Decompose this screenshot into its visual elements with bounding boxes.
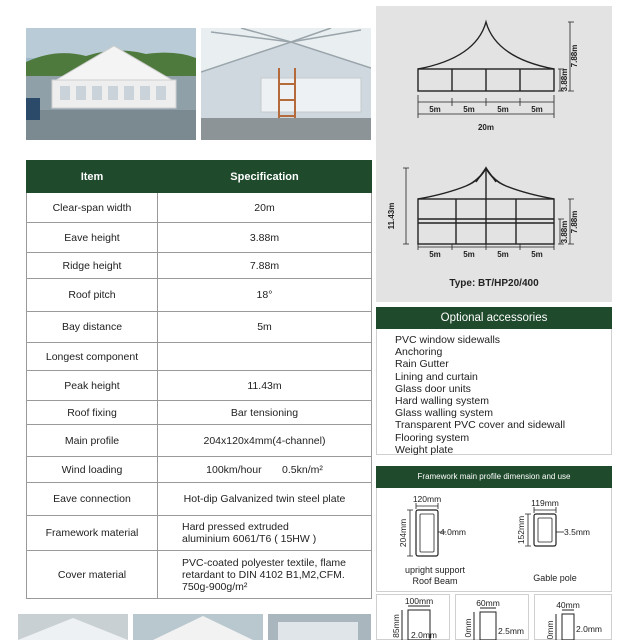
list-item: Hard walling system [395,395,489,408]
bottom-bay-3: 5m [497,250,509,259]
top-bay-4: 5m [531,105,543,114]
spec-line: retardant to DIN 4102 B1,M2,CFM. [182,568,345,581]
table-row [27,223,372,253]
list-item: Lining and curtain [395,370,478,383]
spec-cell: 11.43m [158,371,372,401]
table-row [27,551,372,599]
mini-3-thickness: 2.0mm [576,624,602,634]
gable-thickness: 3.5mm [564,527,590,537]
mini-3-height: 0mm [545,620,555,640]
top-bay-2: 5m [463,105,475,114]
tent-elevation-diagram [376,6,612,302]
tent-exterior-photo [26,28,196,140]
bottom-eave-height: 3.88m [560,220,569,244]
caption-line: Gable pole [533,573,577,583]
bottom-bay-1: 5m [429,250,441,259]
list-item: Transparent PVC cover and sidewall [395,419,566,432]
spec-cell: 100km/hour 0.5kn/m² [158,457,372,483]
mini-1-thickness: 2.0mm [411,630,437,640]
list-item: Rain Gutter [395,358,449,371]
spec-cell [158,343,372,371]
tent-type-label: Type: BT/HP20/400 [449,278,539,289]
tent-photo-bottom-1 [18,614,128,640]
beam-height: 204mm [398,518,408,548]
tent-photo-bottom-2 [133,614,263,640]
table-row [27,483,372,516]
item-cell: Longest component [27,343,158,371]
mini-3-width: 40mm [556,600,580,610]
specification-column-header: Specification [158,161,372,193]
item-cell: Main profile [27,425,158,457]
top-bay-1: 5m [429,105,441,114]
item-cell: Framework material [27,516,158,551]
accessories-list [395,334,612,456]
spec-cell: 3.88m [158,223,372,253]
mini-1-height: 85mm [391,614,401,638]
gable-width: 119mm [531,498,559,508]
beam-thickness: 4.0mm [440,527,466,537]
spec-line: 750g-900g/m² [182,580,248,593]
optional-accessories-header: Optional accessories [376,307,612,329]
top-ridge-height: 7.88m [570,44,579,68]
specification-table [26,160,372,599]
top-bay-3: 5m [497,105,509,114]
gable-height: 152mm [516,515,526,545]
spec-cell: 20m [158,193,372,223]
spec-cell: 204x120x4mm(4-channel) [158,425,372,457]
mini-profile-drawings [376,594,612,640]
table-row [27,343,372,371]
table-row [27,279,372,312]
spec-cell: 7.88m [158,253,372,279]
gable-pole-caption [500,573,610,584]
item-cell: Eave height [27,223,158,253]
list-item: Glass walling system [395,407,494,420]
spec-cell: 5m [158,312,372,343]
item-cell: Roof fixing [27,401,158,425]
top-total-width: 20m [477,123,495,132]
table-row [27,193,372,223]
item-cell: Wind loading [27,457,158,483]
beam-width: 120mm [412,494,442,504]
list-item: PVC window sidewalls [395,334,501,346]
list-item: Flooring system [395,431,470,444]
spec-line: Hard pressed extruded [182,521,289,533]
spec-cell [158,516,372,551]
caption-line: upright support [404,565,466,575]
mini-1-width: 100mm [404,596,434,606]
bottom-bay-4: 5m [531,250,543,259]
bottom-ridge-height: 7.88m [570,210,579,234]
roof-beam-caption [380,565,490,587]
spec-cell: Hot-dip Galvanized twin steel plate [158,483,372,516]
table-row [27,425,372,457]
spec-line: aluminium 6061/T6 ( 15HW ) [182,533,317,545]
spec-cell: 18° [158,279,372,312]
spec-cell [158,551,372,599]
item-cell: Bay distance [27,312,158,343]
table-row [27,253,372,279]
table-row [27,371,372,401]
table-row [27,457,372,483]
tent-interior-photo [201,28,371,140]
item-cell: Clear-span width [27,193,158,223]
framework-profile-header: Framework main profile dimension and use [376,466,612,488]
item-cell: Ridge height [27,253,158,279]
mini-2-width: 60mm [476,598,500,608]
bottom-bay-2: 5m [463,250,475,259]
caption-line: Roof Beam [412,576,458,586]
table-row [27,312,372,343]
tent-photo-bottom-3 [268,614,371,640]
item-cell: Cover material [27,551,158,599]
list-item: Anchoring [395,346,443,359]
spec-cell: Bar tensioning [158,401,372,425]
mini-2-height: 0mm [463,618,473,638]
item-cell: Roof pitch [27,279,158,312]
item-cell: Peak height [27,371,158,401]
gable-pole-profile [525,507,564,546]
spec-line: PVC-coated polyester textile, flame [182,556,346,569]
top-eave-height: 3.88m [560,68,569,92]
list-item: Weight plate [395,443,454,456]
mini-2-thickness: 2.5mm [498,626,524,636]
list-item: Glass door units [395,382,471,395]
table-row [27,516,372,551]
table-row [27,401,372,425]
item-cell: Eave connection [27,483,158,516]
item-column-header: Item [27,161,158,193]
bottom-peak-height: 11.43m [387,202,396,230]
